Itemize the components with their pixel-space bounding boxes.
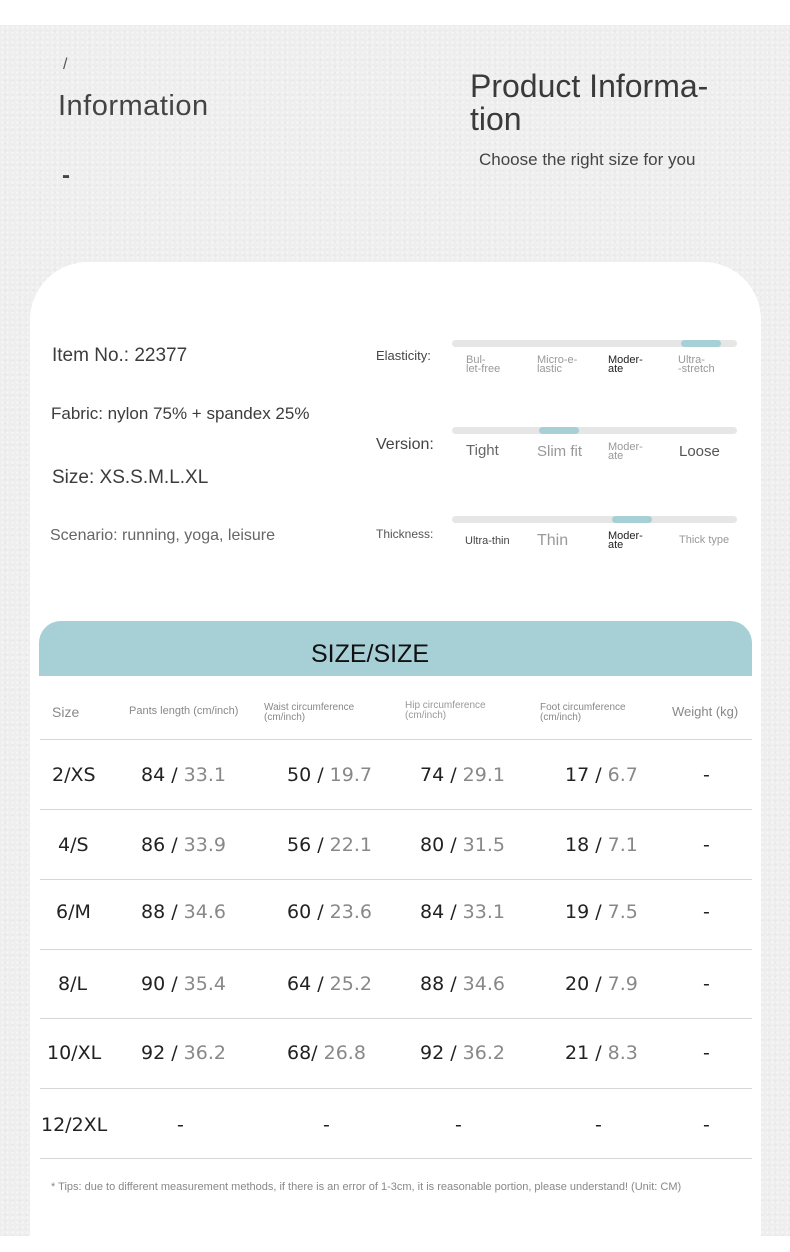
scale-option: Bul- let-free — [466, 354, 501, 375]
cm-value: 18 / — [565, 834, 608, 856]
waist-cell — [287, 834, 372, 856]
inch-value: 33.9 — [183, 834, 226, 856]
table-row-divider — [40, 879, 752, 880]
size-tips: * Tips: due to different measurement methods, if there is an error of 1-3cm, it is reasonable portion, please understand! (Unit: CM) — [51, 1181, 682, 1193]
pants-cell — [141, 1042, 226, 1064]
cm-value: 68/ — [287, 1042, 324, 1064]
cm-value: - — [323, 1114, 330, 1136]
waist-cell — [287, 901, 372, 923]
size-cell: 4/S — [58, 834, 89, 856]
pants-cell — [141, 764, 226, 786]
cm-value: 80 / — [420, 834, 463, 856]
column-header: Foot circumference (cm/inch) — [540, 702, 626, 723]
size-cell: 12/2XL — [41, 1114, 108, 1136]
scale-option: Micro-e- lastic — [537, 354, 578, 375]
size-cell: 10/XL — [47, 1042, 102, 1064]
header-dash: - — [62, 162, 70, 189]
hip-cell — [420, 901, 505, 923]
inch-value: 7.5 — [607, 901, 638, 923]
waist-cell — [287, 973, 372, 995]
item-number: Item No.: 22377 — [52, 345, 188, 366]
inch-value: 34.6 — [462, 973, 505, 995]
size-cell: 6/M — [56, 901, 91, 923]
table-row-divider — [40, 739, 752, 740]
scale-option: Thin — [537, 532, 569, 549]
scale-indicator-thickness — [612, 516, 652, 523]
scale-option: Loose — [679, 443, 720, 460]
pants-cell — [141, 973, 226, 995]
cm-value: 64 / — [287, 973, 330, 995]
page-title: Product Informa-tion — [470, 68, 709, 137]
size-info: Size: XS.S.M.L.XL — [52, 467, 209, 488]
cm-value: 19 / — [565, 901, 608, 923]
hip-cell — [420, 1042, 505, 1064]
scale-track-version — [452, 427, 737, 434]
scale-track-thickness — [452, 516, 737, 523]
size-cell: 2/XS — [52, 764, 96, 786]
page-subtitle: Choose the right size for you — [479, 150, 696, 169]
hip-cell — [455, 1114, 462, 1136]
inch-value: 36.2 — [462, 1042, 505, 1064]
cm-value: 17 / — [565, 764, 608, 786]
cm-value: 84 / — [141, 764, 184, 786]
scale-label-version: Version: — [376, 436, 434, 453]
cm-value: 90 / — [141, 973, 184, 995]
inch-value: 7.9 — [607, 973, 638, 995]
column-header: Weight (kg) — [672, 704, 739, 719]
cm-value: 88 / — [420, 973, 463, 995]
weight-cell: - — [703, 901, 710, 923]
foot-cell — [565, 973, 638, 995]
pants-cell — [141, 834, 226, 856]
scale-label-elasticity: Elasticity: — [376, 348, 431, 363]
weight-cell: - — [703, 1042, 710, 1064]
cm-value: 60 / — [287, 901, 330, 923]
inch-value: 33.1 — [462, 901, 505, 923]
foot-cell — [565, 901, 638, 923]
cm-value: 20 / — [565, 973, 608, 995]
pants-cell — [177, 1114, 184, 1136]
scale-option: Moder- ate — [608, 354, 643, 375]
weight-cell: - — [703, 973, 710, 995]
hip-cell — [420, 764, 505, 786]
table-row-divider — [40, 1158, 752, 1159]
inch-value: 29.1 — [462, 764, 505, 786]
column-header: Waist circumference (cm/inch) — [264, 702, 355, 723]
inch-value: 19.7 — [329, 764, 372, 786]
scale-option: Ultra- -stretch — [678, 354, 715, 375]
inch-value: 8.3 — [607, 1042, 638, 1064]
table-row-divider — [40, 949, 752, 950]
inch-value: 34.6 — [183, 901, 226, 923]
inch-value: 25.2 — [329, 973, 372, 995]
waist-cell — [287, 764, 372, 786]
cm-value: 56 / — [287, 834, 330, 856]
cm-value: 88 / — [141, 901, 184, 923]
inch-value: 31.5 — [462, 834, 505, 856]
pants-cell — [141, 901, 226, 923]
cm-value: 92 / — [420, 1042, 463, 1064]
table-row-divider — [40, 809, 752, 810]
inch-value: 7.1 — [607, 834, 638, 856]
cm-value: 21 / — [565, 1042, 608, 1064]
cm-value: - — [595, 1114, 602, 1136]
header-information: Information — [58, 90, 209, 122]
waist-cell — [323, 1114, 330, 1136]
cm-value: 86 / — [141, 834, 184, 856]
scale-option: Tight — [466, 442, 499, 459]
scale-option: Moder- ate — [608, 441, 643, 462]
scale-option: Ultra-thin — [465, 535, 510, 547]
cm-value: 84 / — [420, 901, 463, 923]
inch-value: 35.4 — [183, 973, 226, 995]
table-row-divider — [40, 1018, 752, 1019]
inch-value: 36.2 — [183, 1042, 226, 1064]
scale-indicator-elasticity — [681, 340, 721, 347]
column-header: Size — [52, 704, 80, 720]
cm-value: - — [455, 1114, 462, 1136]
inch-value: 22.1 — [329, 834, 372, 856]
column-header: Hip circumference (cm/inch) — [405, 700, 486, 721]
inch-value: 6.7 — [607, 764, 638, 786]
scale-option: Thick type — [679, 534, 730, 546]
inch-value: 23.6 — [329, 901, 372, 923]
scenario-info: Scenario: running, yoga, leisure — [50, 527, 276, 544]
scale-option: Moder- ate — [608, 530, 643, 551]
foot-cell — [565, 764, 638, 786]
inch-value: 33.1 — [183, 764, 226, 786]
cm-value: 92 / — [141, 1042, 184, 1064]
weight-cell: - — [703, 764, 710, 786]
scale-label-thickness: Thickness: — [376, 527, 434, 541]
scale-track-elasticity — [452, 340, 737, 347]
weight-cell: - — [703, 1114, 710, 1136]
hip-cell — [420, 973, 505, 995]
foot-cell — [565, 834, 638, 856]
foot-cell — [595, 1114, 602, 1136]
scale-option: Slim fit — [537, 443, 582, 460]
size-table-title: SIZE/SIZE — [310, 640, 430, 668]
fabric-info: Fabric: nylon 75% + spandex 25% — [51, 404, 310, 423]
column-header: Pants length (cm/inch) — [129, 705, 239, 717]
foot-cell — [565, 1042, 638, 1064]
scale-indicator-version — [539, 427, 579, 434]
inch-value: 26.8 — [323, 1042, 366, 1064]
weight-cell: - — [703, 834, 710, 856]
cm-value: - — [177, 1114, 184, 1136]
cm-value: 50 / — [287, 764, 330, 786]
table-row-divider — [40, 1088, 752, 1089]
size-cell: 8/L — [58, 973, 88, 995]
waist-cell — [287, 1042, 366, 1064]
cm-value: 74 / — [420, 764, 463, 786]
hip-cell — [420, 834, 505, 856]
header-slash: / — [63, 56, 68, 73]
